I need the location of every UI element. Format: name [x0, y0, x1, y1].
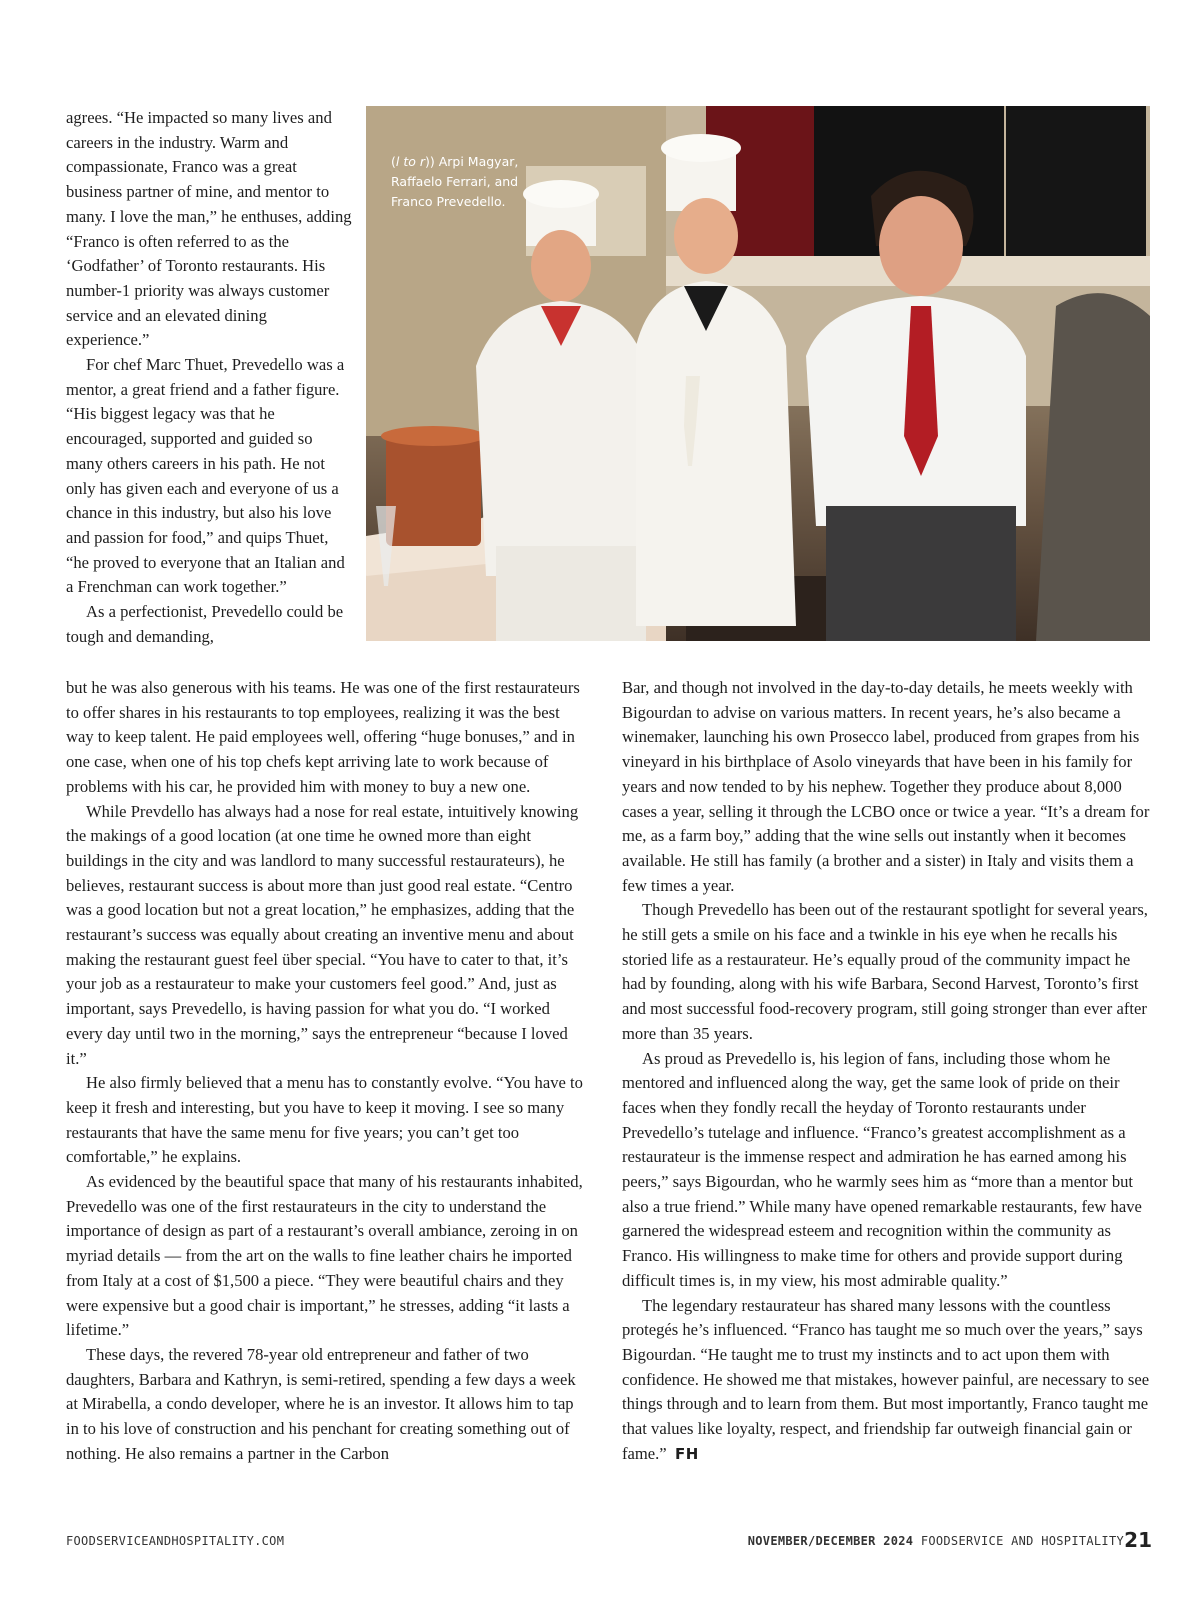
- paragraph: While Prevdello has always had a nose for real estate, intuitively knowing the makings of a good location (at one time he owned more than eight buildings in the city and was landlord to many successful restaurateurs), he believes, restaurant success is about more than just good real estate. “Centro was a good location but not a great location,” he emphasizes, adding that the restaurant’s success was equally about creating an inventive menu and about making the restaurant guest feel über special. “You have to cater to that, it’s your job as a restaurateur to make your customers feel good.” And, just as important, says Prevedello, is having passion for what you do. “I worked every day until two in the morning,” says the entrepreneur “because I loved it.”: [66, 801, 579, 1068]
- text-column-top-left: [66, 106, 352, 649]
- paragraph: Though Prevedello has been out of the restaurant spotlight for several years, he still gets a smile on his face and a twinkle in his eye when he recalls his storied life as a restaurateur. He’s equally proud of the community impact he had by founding, along with his wife Barbara, Second Harvest, Toronto’s first and most successful food-recovery program, still going stronger than ever after more than 35 years.: [622, 900, 1148, 1043]
- text-column-left: [66, 676, 586, 1467]
- caption-bracket: (: [391, 154, 396, 169]
- footer-issue: NOVEMBER/DECEMBER 2024: [747, 1534, 914, 1548]
- paragraph-final: [622, 1294, 1152, 1467]
- caption-text: )) Arpi Magyar, Raffaelo Ferrari, and Franco Prevedello.: [391, 154, 519, 209]
- chefs-photo: [366, 106, 1150, 641]
- photo-caption: [391, 152, 521, 212]
- page-number: 21: [1124, 1528, 1152, 1552]
- paragraph: For chef Marc Thuet, Prevedello was a mentor, a great friend and a father figure. “His biggest legacy was that he encouraged, supported and guided so many others careers in his path. He not only has given each and everyone of us a chance in this industry, but also his love and passion for food,” and quips Thuet, “he proved to everyone that an Italian and a Frenchman can work together.”: [66, 355, 345, 597]
- text-column-right: [622, 676, 1152, 1467]
- caption-italic: l to r: [395, 154, 425, 169]
- page-footer: [66, 1530, 1152, 1554]
- paragraph: These days, the revered 78-year old entrepreneur and father of two daughters, Barbara and Kathryn, is semi-retired, spending a few days a week at Mirabella, a condo developer, where he is an investor. It allows him to tap in to his love of construction and his penchant for creating something out of nothing. He also remains a partner in the Carbon: [66, 1344, 576, 1463]
- footer-website: FOODSERVICEANDHOSPITALITY.COM: [66, 1534, 285, 1548]
- paragraph-text: The legendary restaurateur has shared many lessons with the countless protegés he’s influenced. “Franco has taught me so much over the years,” says Bigourdan. “He taught me to trust my instincts and to act upon them with confidence. He showed me that mistakes, however painful, are necessary to see things through and to learn from them. But most importantly, Franco taught me that values like loyalty, respect, and friendship far outweigh financial gain or fame.”: [622, 1295, 1150, 1463]
- paragraph: He also firmly believed that a menu has to constantly evolve. “You have to keep it fresh and interesting, but you have to keep it moving. I see so many restaurants that have the same menu for five years; you can’t get too comfortable,” he explains.: [66, 1073, 583, 1167]
- end-mark: FH: [674, 1444, 699, 1463]
- footer-magazine: FOODSERVICE AND HOSPITALITY: [920, 1534, 1124, 1548]
- paragraph: but he was also generous with his teams. He was one of the first restaurateurs to offer shares in his restaurants to top employees, realizing it was the best way to keep talent. He paid employees well, offering “huge bonuses,” and in one case, when one of his top chefs kept arriving late to work because of problems with his car, he provided him with money to buy a new one.: [66, 678, 580, 796]
- paragraph: Bar, and though not involved in the day-to-day details, he meets weekly with Bigourdan to advise on various matters. In recent years, he’s also became a winemaker, launching his own Prosecco label, produced from grapes from his vineyard in his birthplace of Asolo vineyards that have been in his family for years and now tended to by his nephew. Together they produce about 8,000 cases a year, selling it through the LCBO once or twice a year. “It’s a dream for me, as a farm boy,” adding that the wine sells out instantly when it becomes available. He still has family (a brother and a sister) in Italy and visits them a few times a year.: [622, 678, 1150, 895]
- paragraph: As a perfectionist, Prevedello could be tough and demanding,: [66, 602, 344, 646]
- paragraph: agrees. “He impacted so many lives and careers in the industry. Warm and compassionate, Franco was a great business partner of mine, and mentor to many. I love the man,” he enthuses, adding “Franco is often referred to as the ‘Godfather’ of Toronto restaurants. His number-1 priority was always customer service and an elevated dining experience.”: [66, 108, 352, 350]
- paragraph: As proud as Prevedello is, his legion of fans, including those whom he mentored and influenced along the way, get the same look of pride on their faces when they fondly recall the heyday of Toronto restaurants under Prevedello’s tutelage and influence. “Franco’s greatest accomplishment as a restaurateur is the immense respect and admiration he has earned among his peers,” says Bigourdan, who he warmly sees him as “more than a mentor but also a true friend.” While many have opened remarkable restaurants, few have garnered the widespread esteem and recognition within the community as Franco. His willingness to make time for others and provide support during difficult times is, in my view, his most admirable quality.”: [622, 1048, 1142, 1290]
- paragraph: As evidenced by the beautiful space that many of his restaurants inhabited, Prevedello was one of the first restaurateurs in the city to understand the importance of design as part of a restaurant’s overall ambiance, zeroing in on myriad details — from the art on the walls to fine leather chairs he imported from Italy at a cost of $1,500 a piece. “They were beautiful chairs and they were expensive but a good chair is important,” he stresses, adding “it lasts a lifetime.”: [66, 1172, 583, 1340]
- footer-issue-info: [748, 1534, 1124, 1548]
